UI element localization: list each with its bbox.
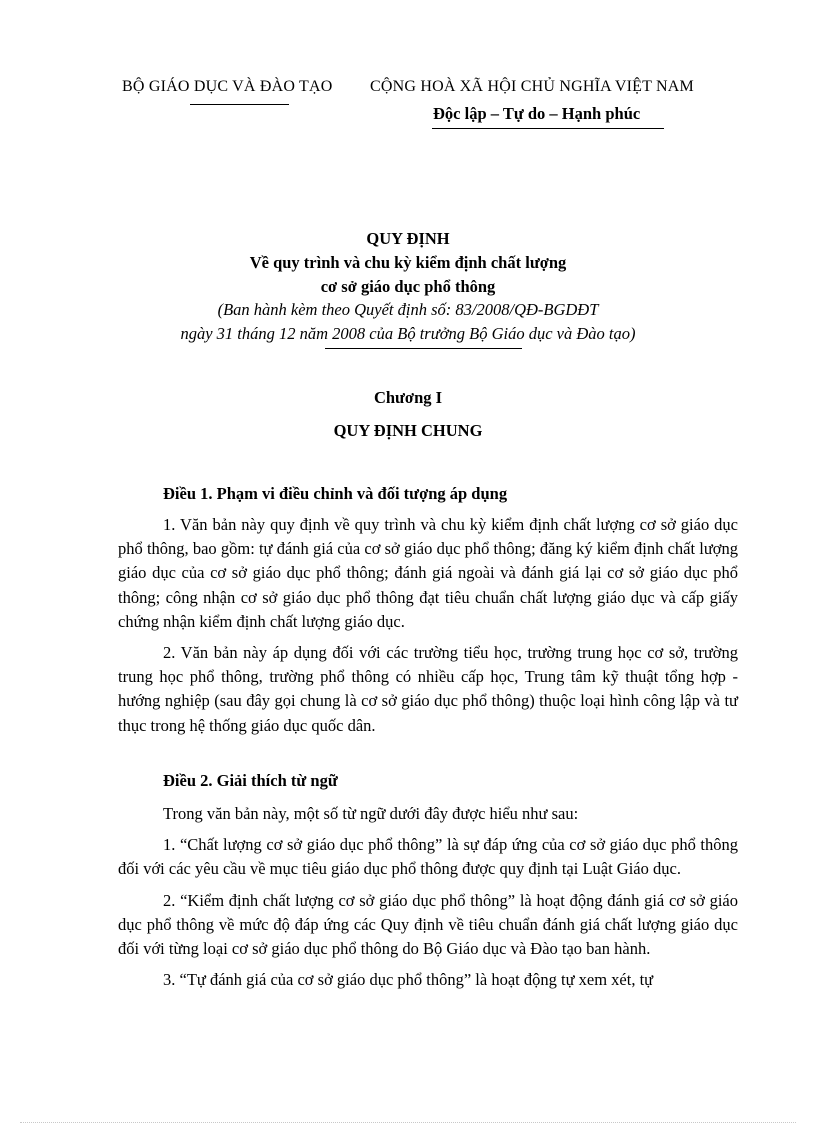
article-2-intro: Trong văn bản này, một số từ ngữ dưới đây được hiểu như sau: — [163, 804, 579, 823]
article-1-paragraph-1: 1. Văn bản này quy định về quy trình và chu kỳ kiểm định chất lượng cơ sở giáo dục phổ thông, bao gồm: tự đánh giá của cơ sở giáo dục phổ thông; đăng ký kiểm định chất lượng giáo dục của cơ sở giáo dục phổ thông; đánh giá ngoài và đánh giá lại cơ sở giáo dục phổ thông; công nhận cơ sở giáo dục phổ thông đạt tiêu chuẩn chất lượng giáo dục và cấp giấy chứng nhận kiểm định chất lượng giáo dục. — [118, 515, 738, 631]
article-1-body — [118, 513, 738, 738]
republic-name: CỘNG HOÀ XÃ HỘI CHỦ NGHĨA VIỆT NAM — [370, 78, 694, 95]
ministry-underline — [190, 104, 289, 105]
chapter-number: Chương I — [373, 388, 443, 407]
article-1-paragraph-2: 2. Văn bản này áp dụng đối với các trường tiểu học, trường trung học cơ sở, trường trung học phổ thông, trường phổ thông có nhiều cấp học, Trung tâm kỹ thuật tổng hợp - hướng nghiệp (sau đây gọi chung là cơ sở giáo dục phổ thông) thuộc loại hình công lập và tư thục trong hệ thống giáo dục quốc dân. — [118, 643, 738, 735]
article-2-paragraph-2: 2. “Kiểm định chất lượng cơ sở giáo dục phổ thông” là hoạt động đánh giá cơ sở giáo dục phổ thông về mức độ đáp ứng các Quy định về tiêu chuẩn đánh giá chất lượng giáo dục đối với từng loại cơ sở giáo dục phổ thông do Bộ Giáo dục và Đào tạo ban hành. — [118, 890, 738, 959]
document-subtitle-line2: cơ sở giáo dục phổ thông — [320, 277, 496, 296]
article-1-heading: Điều 1. Phạm vi điều chỉnh và đối tượng áp dụng — [163, 484, 508, 503]
title-underline — [325, 348, 522, 349]
document-subtitle-line1: Về quy trình và chu kỳ kiểm định chất lượng — [249, 253, 567, 272]
article-2-paragraph-3: 3. “Tự đánh giá của cơ sở giáo dục phổ thông” là hoạt động tự xem xét, tự — [163, 970, 654, 990]
issuance-note-line1: (Ban hành kèm theo Quyết định số: 83/2008/QĐ-BGDĐT — [217, 300, 599, 319]
chapter-name: QUY ĐỊNH CHUNG — [333, 421, 483, 440]
issuance-note-line2: ngày 31 tháng 12 năm 2008 của Bộ trưởng Bộ Giáo dục và Đào tạo) — [180, 324, 636, 343]
article-2-body — [118, 802, 738, 992]
document-title: QUY ĐỊNH — [366, 229, 450, 248]
motto-underline — [432, 128, 664, 129]
article-2-paragraph-1: 1. “Chất lượng cơ sở giáo dục phổ thông” là sự đáp ứng của cơ sở giáo dục phổ thông đối với các yêu cầu về mục tiêu giáo dục phổ thông được quy định tại Luật Giáo dục. — [118, 835, 738, 879]
national-motto: Độc lập – Tự do – Hạnh phúc — [433, 104, 641, 123]
article-2-heading: Điều 2. Giải thích từ ngữ — [163, 771, 338, 790]
ministry-name: BỘ GIÁO DỤC VÀ ĐÀO TẠO — [122, 78, 333, 95]
